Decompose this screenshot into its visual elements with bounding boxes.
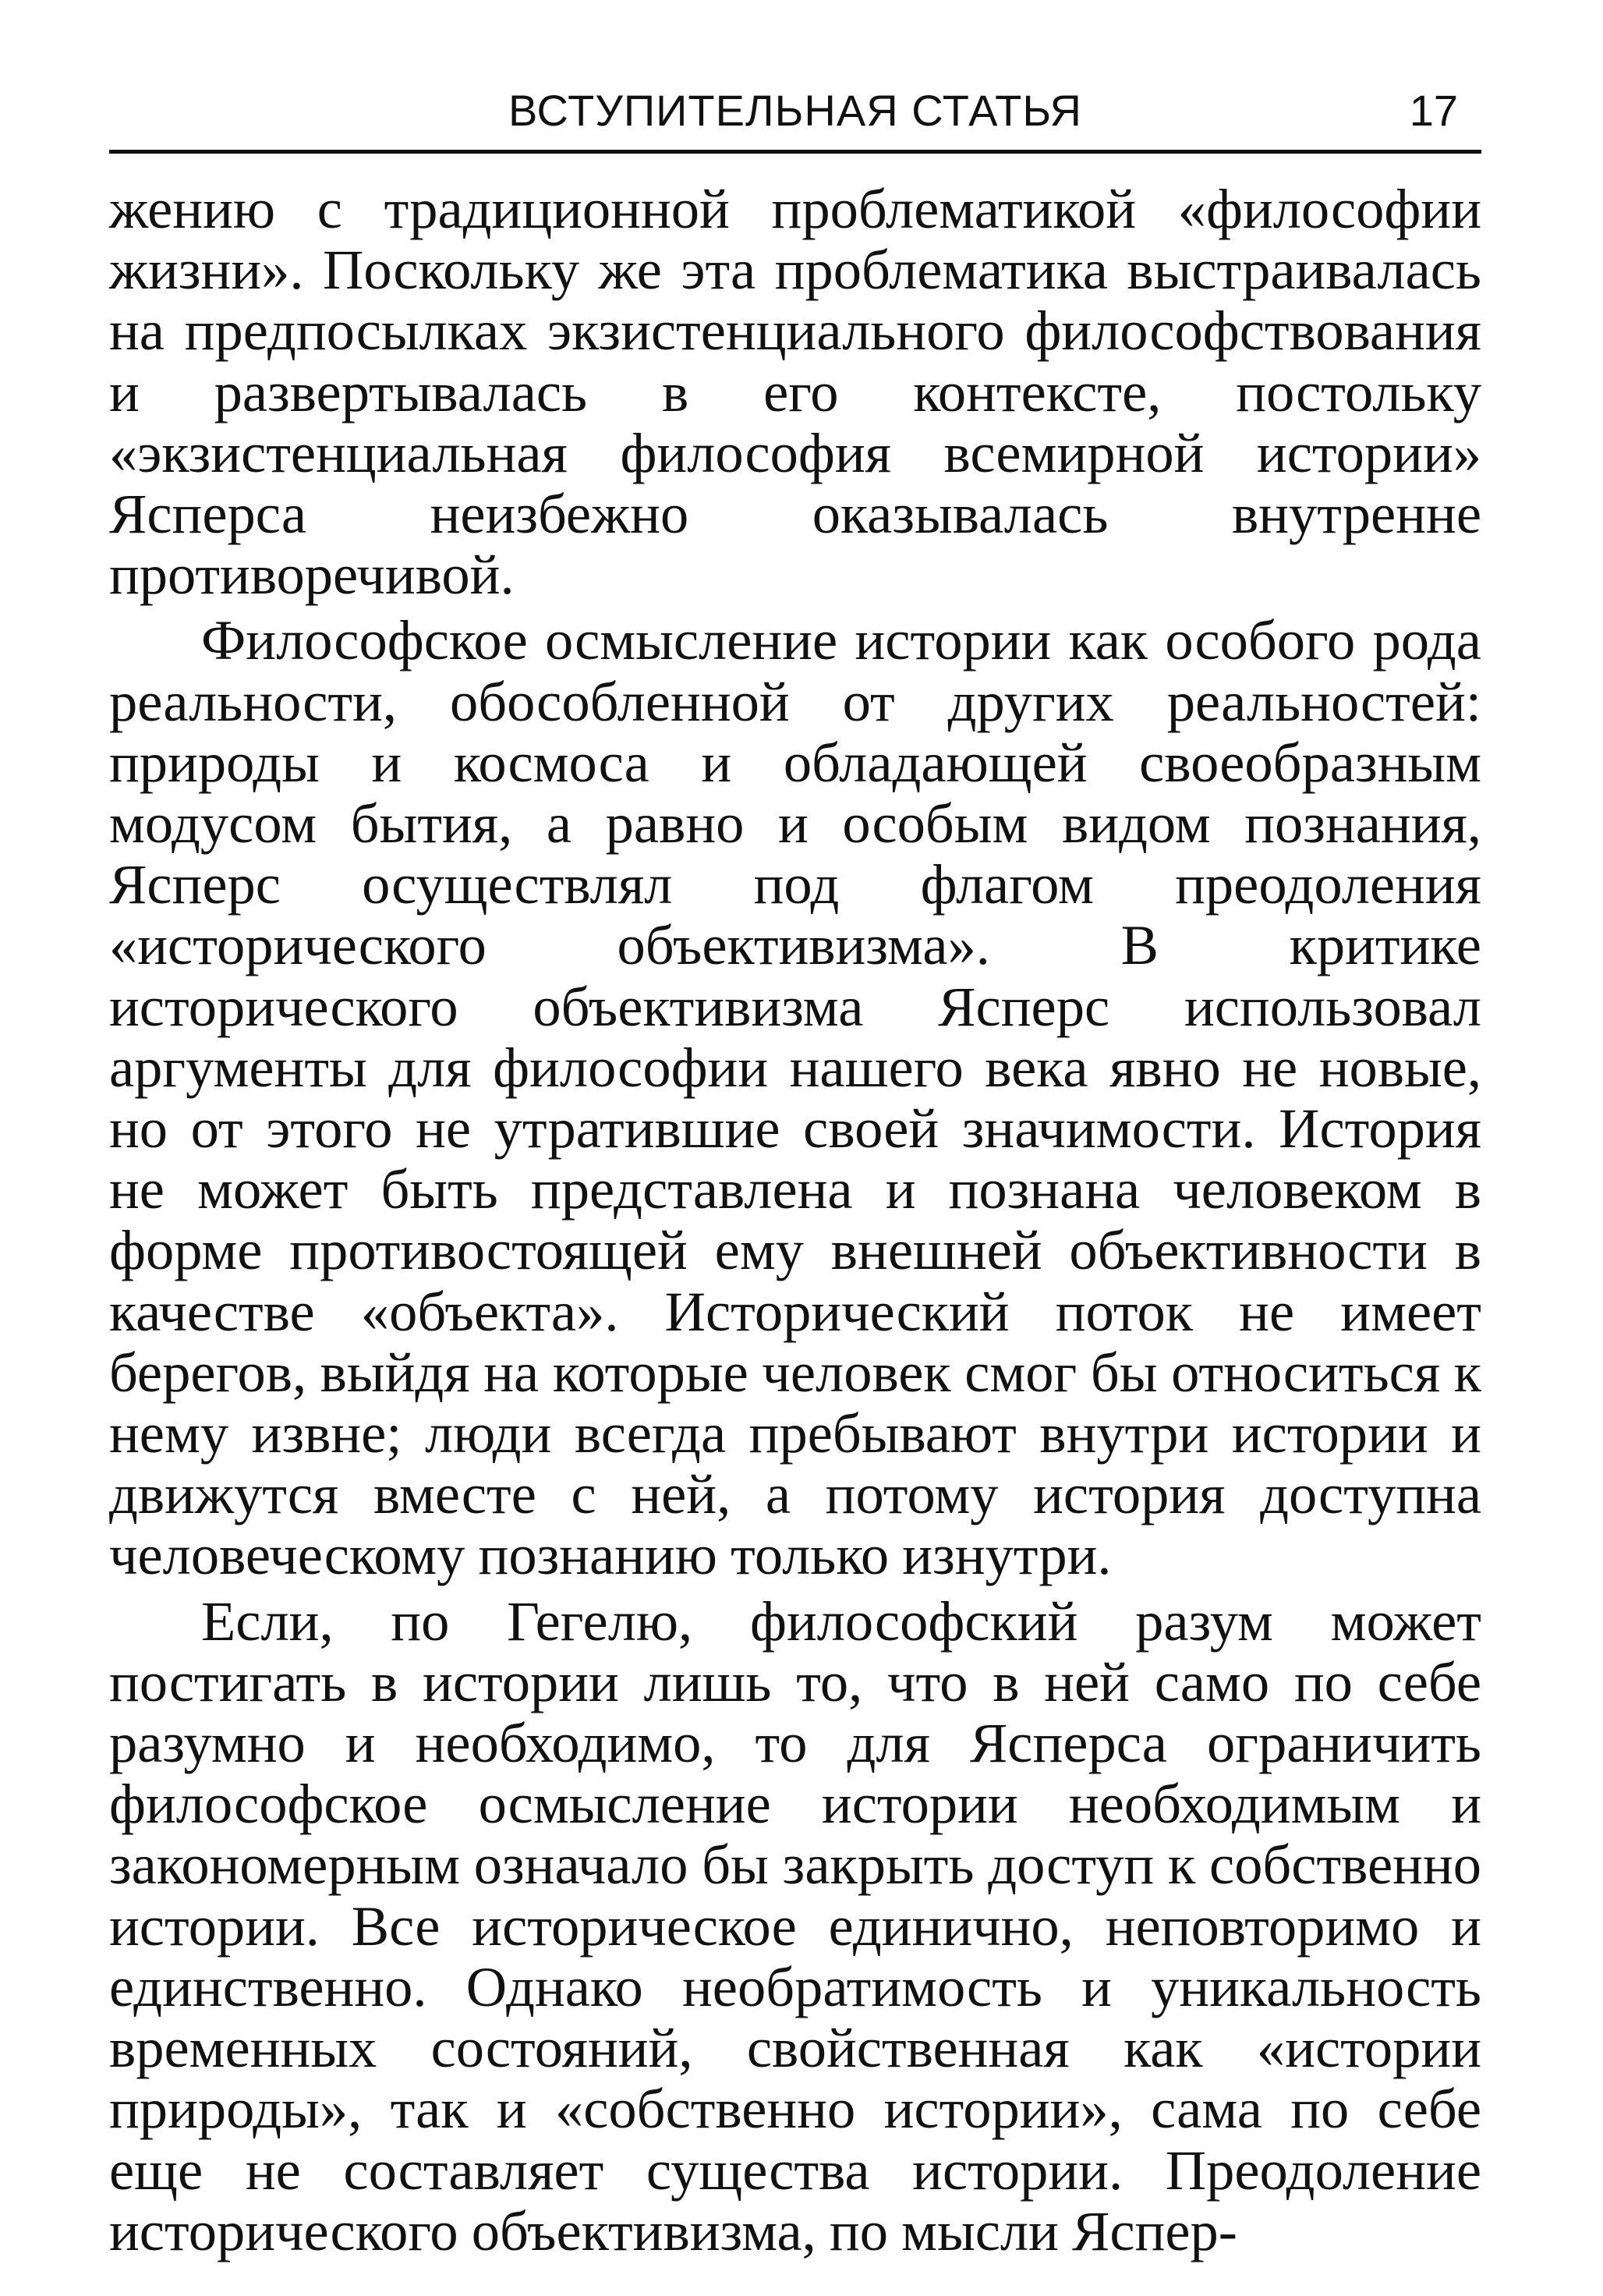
book-page — [109, 75, 1481, 2262]
paragraph-hegel-comparison: Если, по Гегелю, философский разум может постигать в истории лишь то, что в ней само по себе разумно и необходимо, то для Ясперса ограничить философское осмысление истории необходимым и закономерным означало бы закрыть доступ к собственно истории. Все историческое единично, неповторимо и единственно. Однако необратимость и уникальность временных состояний, свойственная как «истории природы», так и «собственно истории», сама по себе еще не составляет существа истории. Преодоление исторического объективизма, по мысли Яспер- — [109, 1589, 1481, 2262]
paragraph-historical-objectivism: Философское осмысление истории как особого рода реальности, обособленной от других реальностей: природы и космоса и обладающей своеобразным модусом бытия, а равно и особым видом познания, Ясперс осуществлял под флагом преодоления «исторического объективизма». В критике исторического объективизма Ясперс использовал аргументы для философии нашего века явно не новые, но от этого не утратившие своей значимости. История не может быть представлена и познана человеком в форме противостоящей ему внешней объективности в качестве «объекта». Исторический поток не имеет берегов, выйдя на которые человек смог бы относиться к нему извне; люди всегда пребывают внутри истории и движутся вместе с ней, а потому история доступна человеческому познанию только изнутри. — [109, 608, 1481, 1587]
paragraph-continuation: жению с традиционной проблематикой «философии жизни». Поскольку же эта проблематика выстраивалась на предпосылках экзистенциального философствования и развертывалась в его контексте, постольку «экзистенциальная философия всемирной истории» Ясперса неизбежно оказывалась внутренне противоречивой. — [109, 177, 1481, 607]
page-number: 17 — [1409, 86, 1458, 135]
body-text — [109, 179, 1481, 2262]
running-header — [109, 75, 1481, 154]
running-title: ВСТУПИТЕЛЬНАЯ СТАТЬЯ — [508, 86, 1082, 135]
